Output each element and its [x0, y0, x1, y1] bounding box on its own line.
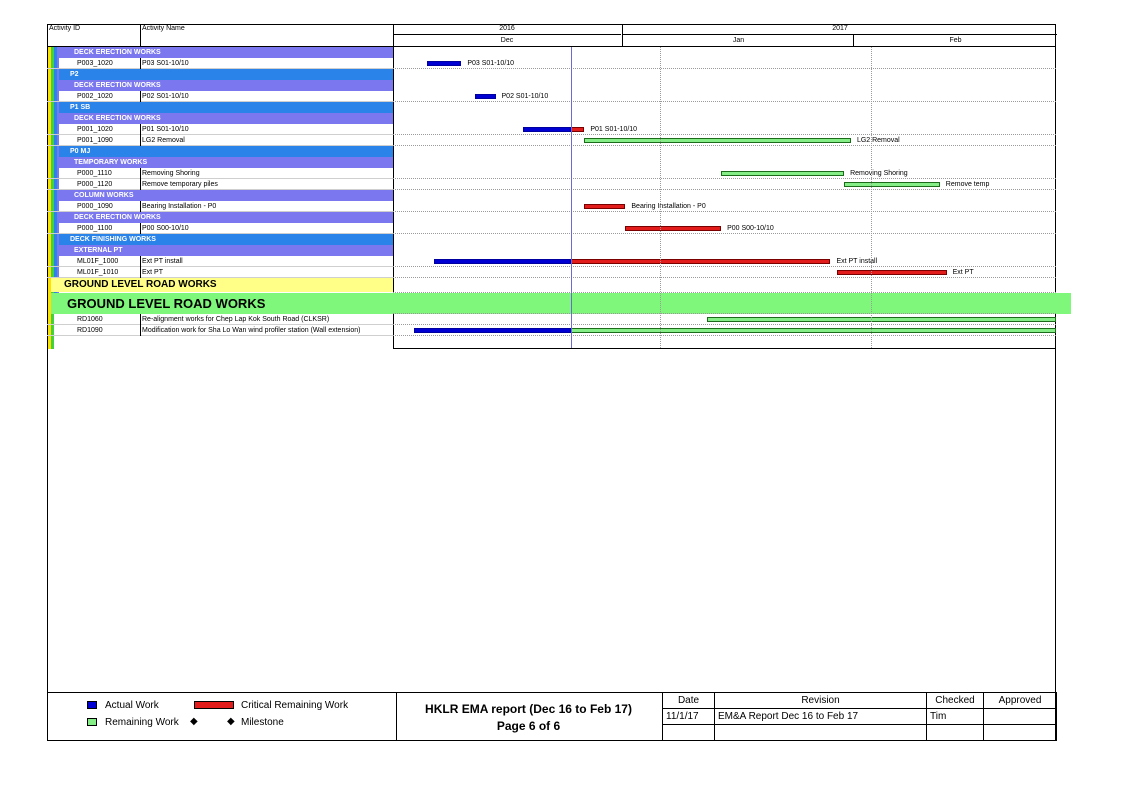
month-gridline [871, 47, 872, 348]
row-divider [140, 179, 141, 190]
gantt-bar-actual [523, 127, 571, 132]
group-header-level3: DECK ERECTION WORKS [59, 113, 393, 124]
gantt-bar-critical [625, 226, 721, 231]
table-row [47, 256, 393, 267]
gantt-bar-actual [414, 328, 571, 333]
row-gridline [393, 335, 1056, 336]
header-activity-id: Activity ID [49, 25, 81, 32]
legend-critical-swatch [194, 701, 234, 709]
rev-header-approved: Approved [984, 693, 1057, 709]
row-divider [140, 135, 141, 146]
gantt-bar-remaining [571, 328, 1056, 333]
rev-cell-checked: Tim [927, 709, 984, 725]
footer [47, 692, 1056, 741]
activity-id: P001_1090 [77, 137, 113, 144]
footer-divider-1 [396, 693, 397, 741]
month-jan: Jan [622, 35, 854, 46]
rev-header-checked: Checked [927, 693, 984, 709]
row-gridline [393, 68, 1056, 69]
table-row [47, 223, 393, 234]
rev-cell-approved [984, 725, 1057, 741]
row-gridline [393, 266, 1056, 267]
table-row [47, 124, 393, 135]
table-row [47, 168, 393, 179]
table-row [47, 179, 393, 190]
group-header-level2: DECK FINISHING WORKS [59, 234, 393, 245]
row-gridline [393, 233, 1056, 234]
rev-cell-revision [715, 725, 927, 741]
month-dec: Dec [500, 37, 514, 44]
group-header-level3: DECK ERECTION WORKS [59, 212, 393, 223]
rev-cell-approved [984, 709, 1057, 725]
milestone-diamond-icon: ◆ [227, 716, 235, 727]
table-row [47, 58, 393, 69]
row-gridline [393, 101, 1056, 102]
row-divider [140, 267, 141, 278]
gantt-bar-critical [571, 127, 585, 132]
bar-label: Ext PT [952, 269, 974, 276]
activity-name: P02 S01-10/10 [142, 93, 189, 100]
row-gridline [393, 211, 1056, 212]
activity-name: P01 S01-10/10 [142, 126, 189, 133]
activity-name: P00 S00-10/10 [142, 225, 189, 232]
row-gridline [393, 134, 1056, 135]
rev-cell-date [663, 725, 715, 741]
row-divider [140, 256, 141, 267]
activity-name: Modification work for Sha Lo Wan wind profiler station (Wall extension) [142, 327, 361, 334]
rev-cell-revision: EM&A Report Dec 16 to Feb 17 [715, 709, 927, 725]
activity-name: Ext PT [142, 269, 164, 276]
gantt-bar-critical [584, 204, 625, 209]
header-activity-name: Activity Name [142, 25, 185, 32]
activity-name: Re-alignment works for Chep Lap Kok South Road (CLKSR) [142, 316, 330, 323]
row-divider [140, 58, 141, 69]
legend-remaining-label: Remaining Work [105, 717, 179, 728]
row-gridline [393, 324, 1056, 325]
activity-id: P001_1020 [77, 126, 113, 133]
row-gridline [393, 189, 1056, 190]
activity-id: RD1060 [77, 316, 103, 323]
row-divider [140, 124, 141, 135]
gantt-bar-actual [434, 259, 571, 264]
row-divider [140, 325, 141, 336]
activity-id: P002_1020 [77, 93, 113, 100]
month-feb: Feb [853, 35, 1057, 46]
header-divider [140, 24, 141, 47]
table-row [47, 267, 393, 278]
activity-name: Ext PT install [142, 258, 183, 265]
bar-label: P02 S01-10/10 [501, 93, 549, 100]
row-divider [140, 201, 141, 212]
activity-name: Remove temporary piles [142, 181, 218, 188]
rev-header-revision: Revision [715, 693, 927, 709]
row-gridline [393, 292, 1056, 293]
bar-label: P01 S01-10/10 [590, 126, 638, 133]
gantt-bar-critical [837, 270, 946, 275]
activity-id: ML01F_1010 [77, 269, 119, 276]
gantt-bar-remaining [721, 171, 844, 176]
data-date-line [571, 47, 572, 348]
activity-name: LG2 Removal [142, 137, 185, 144]
gantt-bar-remaining [584, 138, 851, 143]
row-gridline [393, 145, 1056, 146]
chart-bottom-rule [393, 348, 1056, 349]
table-row [47, 135, 393, 146]
table-row [47, 325, 393, 336]
activity-id: RD1090 [77, 327, 103, 334]
legend-remaining-swatch [87, 718, 97, 726]
table-row [47, 201, 393, 212]
row-divider [140, 314, 141, 325]
report-title: HKLR EMA report (Dec 16 to Feb 17) [425, 702, 632, 716]
activity-id: P000_1110 [77, 170, 112, 177]
bar-label: P00 S00-10/10 [727, 225, 774, 232]
activity-id: P000_1100 [77, 225, 113, 232]
row-gridline [393, 277, 1056, 278]
rev-cell-date: 11/1/17 [663, 709, 715, 725]
activity-id: P003_1020 [77, 60, 113, 67]
gantt-bar-remaining [844, 182, 940, 187]
activity-id: P000_1120 [77, 181, 113, 188]
group-header-level3: DECK ERECTION WORKS [59, 47, 393, 58]
table-row [47, 314, 393, 325]
year-2016: 2016 [393, 24, 621, 35]
diamond-icon: ◆ [190, 716, 198, 727]
group-header-level1: GROUND LEVEL ROAD WORKS [51, 278, 393, 292]
legend-critical-label: Critical Remaining Work [241, 700, 349, 711]
activity-name: P03 S01-10/10 [142, 60, 189, 67]
group-header-level3: TEMPORARY WORKS [59, 157, 393, 168]
gantt-bar-actual [427, 61, 461, 66]
row-gridline [393, 313, 1056, 314]
month-gridline [660, 47, 661, 348]
group-header-level3: COLUMN WORKS [59, 190, 393, 201]
rev-cell-checked [927, 725, 984, 741]
gantt-bar-critical [571, 259, 831, 264]
legend-actual-label: Actual Work [105, 700, 159, 711]
row-divider [140, 223, 141, 234]
row-divider [140, 168, 141, 179]
rev-header-date: Date [663, 693, 715, 709]
bar-label: Bearing Installation - P0 [631, 203, 706, 210]
group-header-level3: EXTERNAL PT [59, 245, 393, 256]
gantt-bar-actual [475, 94, 496, 99]
group-header-level3: DECK ERECTION WORKS [59, 80, 393, 91]
activity-name: Bearing Installation - P0 [142, 203, 217, 210]
group-header-level2: P0 MJ [59, 146, 393, 157]
row-gridline [393, 178, 1056, 179]
table-header [47, 24, 393, 48]
activity-id: ML01F_1000 [77, 258, 119, 265]
year-2017: 2017 [622, 24, 1057, 35]
page-number: Page 6 of 6 [496, 719, 561, 733]
group-header-level2: P2 [59, 69, 393, 80]
legend-actual-swatch [87, 701, 97, 709]
activity-name: Removing Shoring [142, 170, 200, 177]
revision-table [662, 692, 1057, 741]
bar-label: Remove temp [945, 181, 990, 188]
bar-label: Removing Shoring [850, 170, 908, 177]
gantt-bar-remaining [707, 317, 1056, 322]
group-header-level2: P1 SB [59, 102, 393, 113]
table-row [47, 91, 393, 102]
row-divider [140, 91, 141, 102]
legend-milestone-label: Milestone [241, 717, 284, 728]
bar-label: LG2 Removal [856, 137, 900, 144]
bar-label: Ext PT install [836, 258, 878, 265]
group-header-level0: GROUND LEVEL ROAD WORKS [51, 293, 1071, 314]
activity-id: P000_1090 [77, 203, 113, 210]
bar-label: P03 S01-10/10 [467, 60, 515, 67]
